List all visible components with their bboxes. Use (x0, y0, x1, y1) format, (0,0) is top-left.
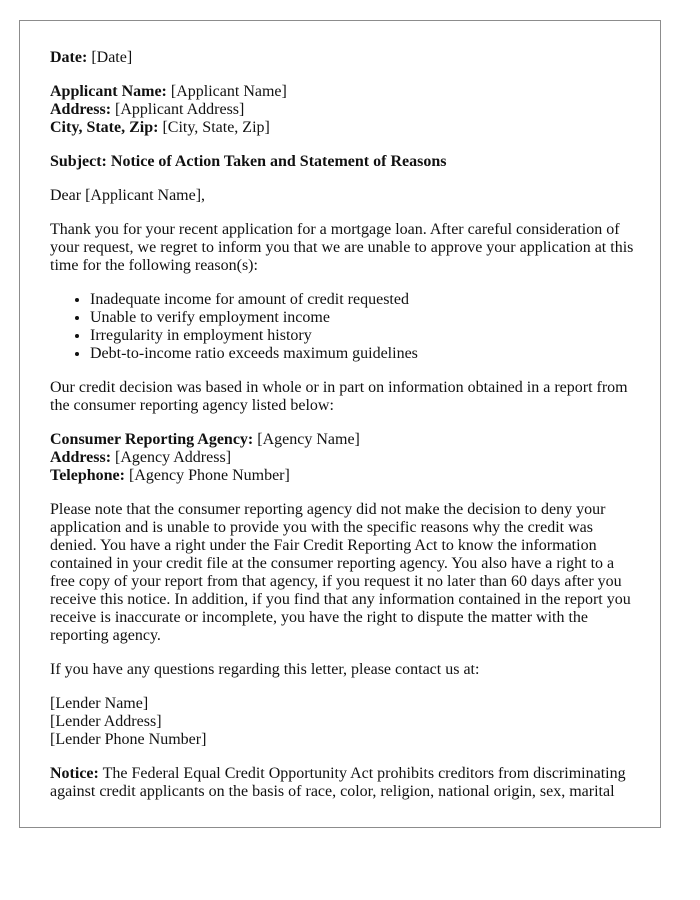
agency-phone-value: [Agency Phone Number] (128, 467, 290, 484)
agency-address-line (50, 449, 642, 467)
rights-notice-paragraph: Please note that the consumer reporting agency did not make the decision to deny your application and is unable to provide you with the specific reasons why the credit was denied. You have a right under the Fair Credit Reporting Act to know the information contained in your credit file at the consumer reporting agency. You also have a right to a free copy of your report from that agency, if you request it no later than 60 days after you receive this notice. In addition, if you find that any information contained in the report you receive is inaccurate or incomplete, you have the right to dispute the matter with the reporting agency. (50, 501, 631, 644)
credit-basis-paragraph: Our credit decision was based in whole or in part on information obtained in a report from the consumer reporting agency listed below: (50, 379, 628, 414)
ecoa-notice-label: Notice: (50, 765, 99, 782)
contact-intro: If you have any questions regarding this letter, please contact us at: (50, 661, 480, 678)
list-item: • Irregularity in employment history (90, 327, 642, 345)
date-value: [Date] (91, 49, 133, 66)
applicant-name-line (50, 83, 642, 101)
agency-name-value: [Agency Name] (257, 431, 360, 448)
date-line (50, 49, 642, 67)
ecoa-notice (50, 765, 642, 801)
agency-name-label: Consumer Reporting Agency: (50, 431, 254, 448)
lender-name: [Lender Name] (50, 695, 149, 712)
reasons-list (50, 291, 642, 363)
list-item: • Inadequate income for amount of credit requested (90, 291, 642, 309)
ecoa-notice-text: The Federal Equal Credit Opportunity Act prohibits creditors from discriminating against credit applicants on the basis of race, color, religion, national origin, sex, marital (50, 765, 626, 800)
applicant-address-label: Address: (50, 101, 112, 118)
applicant-address-line (50, 101, 642, 119)
agency-block (50, 431, 642, 485)
applicant-address-value: [Applicant Address] (115, 101, 245, 118)
lender-address: [Lender Address] (50, 713, 162, 730)
list-item: • Debt-to-income ratio exceeds maximum guidelines (90, 345, 642, 363)
lender-block (50, 695, 642, 749)
salutation: Dear [Applicant Name], (50, 187, 206, 204)
subject-text: Subject: Notice of Action Taken and Statement of Reasons (50, 153, 447, 170)
agency-address-value: [Agency Address] (115, 449, 232, 466)
applicant-city-value: [City, State, Zip] (162, 119, 270, 136)
letter-body (50, 49, 642, 817)
list-item: • Unable to verify employment income (90, 309, 642, 327)
applicant-name-label: Applicant Name: (50, 83, 167, 100)
agency-name-line (50, 431, 642, 449)
date-label: Date: (50, 49, 88, 66)
agency-address-label: Address: (50, 449, 112, 466)
agency-phone-line (50, 467, 642, 485)
applicant-block (50, 83, 642, 137)
letter-page (19, 20, 661, 828)
applicant-name-value: [Applicant Name] (170, 83, 287, 100)
intro-paragraph: Thank you for your recent application for a mortgage loan. After careful consideration of your request, we regret to inform you that we are unable to approve your application at this time for the following reason(s): (50, 221, 634, 274)
agency-phone-label: Telephone: (50, 467, 125, 484)
lender-phone: [Lender Phone Number] (50, 731, 207, 748)
applicant-city-label: City, State, Zip: (50, 119, 159, 136)
subject-line (50, 153, 642, 171)
applicant-city-line (50, 119, 642, 137)
